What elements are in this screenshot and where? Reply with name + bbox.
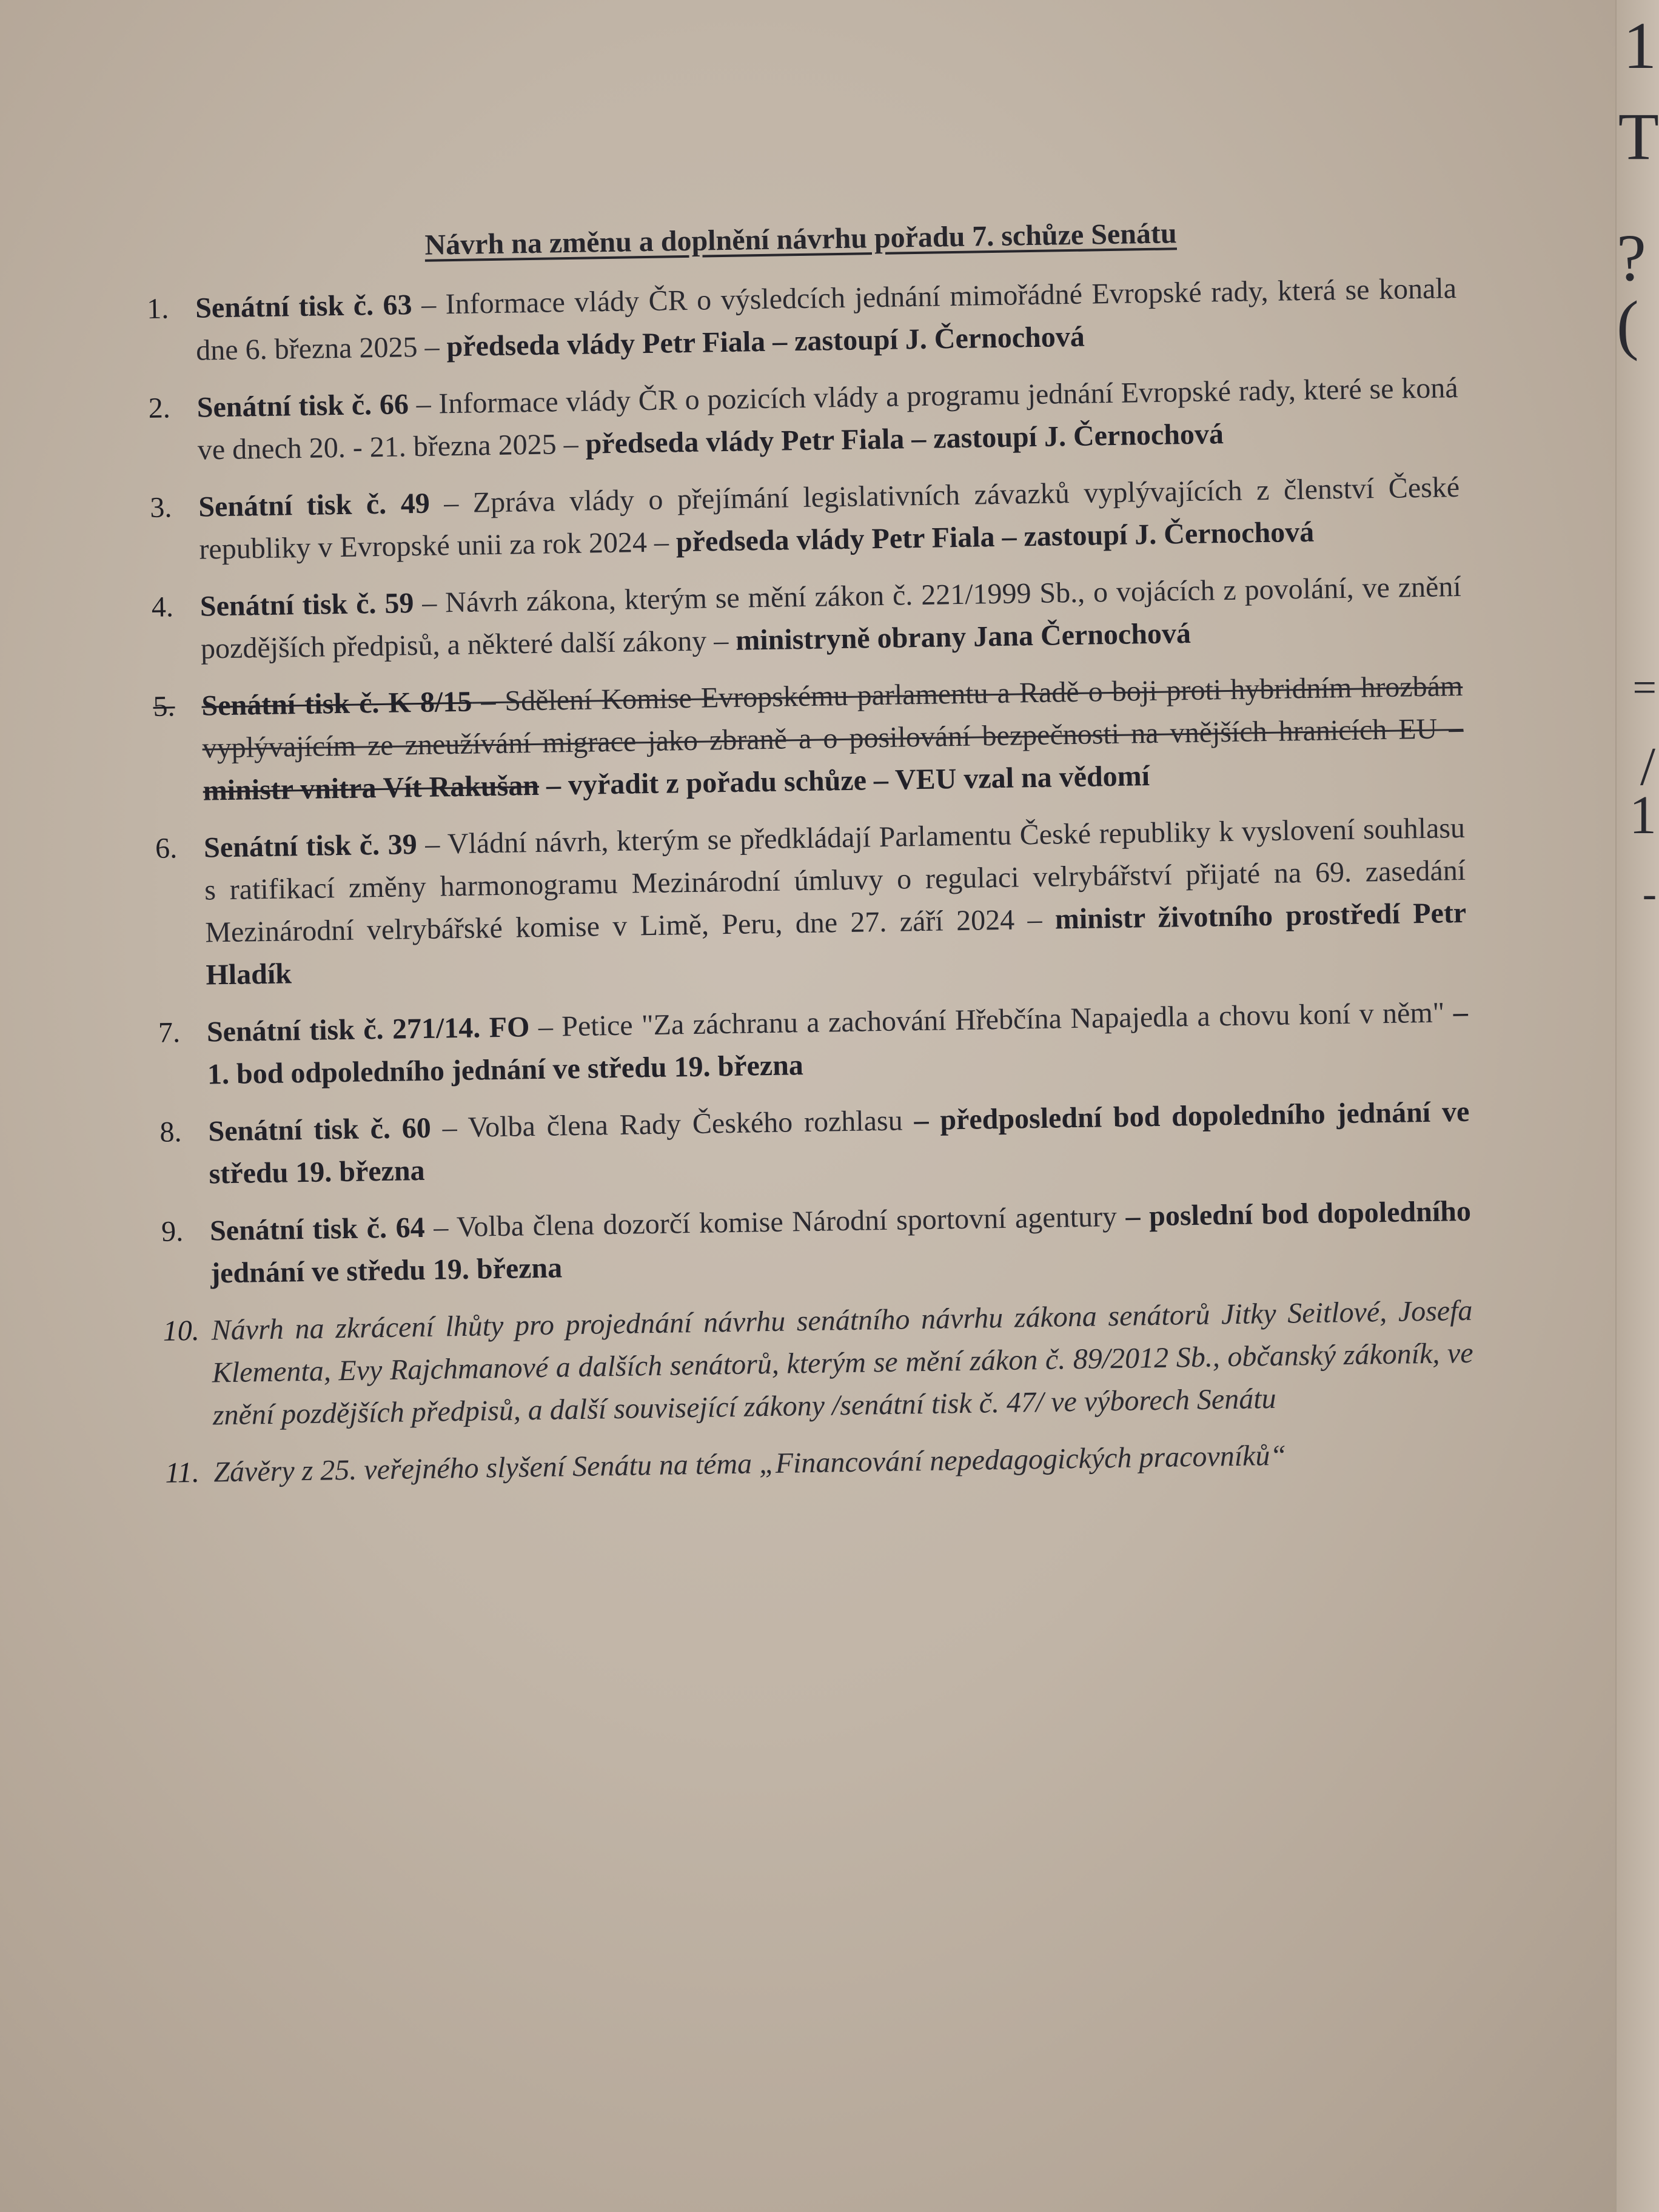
item-number: 11. (164, 1456, 200, 1489)
item-description: – Sdělení Komise Evropskému parlamentu a Radě o boji proti hybridním hrozbám vyplývajícím ze zneužívání migrace jako zbraně a o posilování bezpečnosti na vnějších hranicích EU – (202, 669, 1464, 765)
item-number: 6. (155, 832, 178, 865)
item-print-ref: Senátní tisk č. 66 (196, 388, 409, 424)
item-schedule: – poslední bod dopoledního jednání ve středu 19. března (210, 1195, 1472, 1290)
item-description: – Zpráva vlády o přejímání legislativních závazků vyplývajících z členství České republiky v Evropské unii za rok 2024 – (199, 471, 1460, 566)
item-number: 4. (151, 591, 174, 623)
item-print-ref: Senátní tisk č. 59 (199, 587, 414, 623)
item-description: – Informace vlády ČR o pozicích vlády a programu jednání Evropské rady, které se koná ve dnech 20. - 21. března 2025 – (197, 372, 1458, 466)
item-number: 8. (159, 1116, 182, 1148)
document-title: Návrh na změnu a doplnění návrhu pořadu 7. schůze Senátu (424, 217, 1178, 261)
item-presenter: předseda vlády Petr Fiala – zastoupí J. Černochová (675, 515, 1315, 558)
agenda-item-9 (161, 1190, 1472, 1296)
item-print-ref: Senátní tisk č. 63 (195, 289, 412, 324)
agenda-item-10 (163, 1290, 1474, 1438)
item-description: – Návrh zákona, kterým se mění zákon č. 221/1999 Sb., o vojácích z povolání, ve znění pozdějších předpisů, a některé další zákony – (200, 570, 1462, 665)
agenda-item-4 (151, 566, 1462, 671)
item-removal-note: – vyřadit z pořadu schůze – VEU vzal na vědomí (538, 760, 1150, 802)
item-number: 1. (146, 292, 169, 325)
item-print-ref: Senátní tisk č. 49 (198, 487, 431, 523)
agenda-item-6 (155, 807, 1467, 997)
item-schedule: – 1. bod odpoledního jednání ve středu 19. března (207, 996, 1469, 1091)
item-number: 9. (161, 1215, 184, 1248)
agenda-item-7 (158, 991, 1469, 1097)
agenda-item-11 (165, 1432, 1475, 1495)
item-number: 3. (149, 491, 172, 524)
agenda-item-8 (159, 1091, 1470, 1196)
item-number: 5. (153, 690, 175, 723)
item-print-ref: Senátní tisk č. K 8/15 (201, 685, 472, 722)
item-description: Návrh na zkrácení lhůty pro projednání návrhu senátního návrhu zákona senátorů Jitky Seitlové, Josefa Klementa, Evy Rajchmanové a dalších senátorů, kterým se mění zákon č. 89/2012 Sb., občanský zákoník, ve znění pozdějších předpisů, a další související zákony /senátní tisk č. 47/ ve výborech Senátu (211, 1294, 1473, 1432)
item-number: 7. (158, 1016, 181, 1049)
item-print-ref: Senátní tisk č. 64 (209, 1211, 426, 1247)
item-print-ref: Senátní tisk č. 60 (208, 1111, 432, 1148)
item-description: – Petice "Za záchranu a zachování Hřebčína Napajedla a chovu koní v něm" (529, 996, 1454, 1044)
agenda-list (147, 267, 1475, 1495)
item-print-ref: Senátní tisk č. 39 (203, 828, 418, 864)
item-presenter: ministryně obrany Jana Černochová (735, 617, 1191, 657)
item-print-ref: Senátní tisk č. 271/14. FO (206, 1011, 530, 1048)
item-schedule: – předposlední bod dopoledního jednání ve středu 19. března (209, 1095, 1470, 1190)
agenda-item-2 (148, 367, 1459, 472)
adjacent-page-handwriting: 1 T ?( = / 1 - (1617, 8, 1659, 917)
item-presenter: předseda vlády Petr Fiala – zastoupí J. Černochová (585, 418, 1224, 460)
item-presenter: ministr životního prostředí Petr Hladík (206, 896, 1467, 991)
item-description: Závěry z 25. veřejného slyšení Senátu na téma „Financování nepedagogických pracovníků“ (213, 1439, 1287, 1489)
item-presenter: předseda vlády Petr Fiala – zastoupí J. Černochová (446, 320, 1085, 363)
item-description: – Informace vlády ČR o výsledcích jednání mimořádné Evropské rady, která se konala dne 6. března 2025 – (195, 272, 1457, 367)
item-description: – Vládní návrh, kterým se předkládají Parlamentu České republiky k vyslovení souhlasu s ratifikací změny harmonogramu Mezinárodní úmluvy o regulaci velrybářství přijaté na 69. zasedání Mezinárodní velrybářské komise v Limě, Peru, dne 27. září 2024 – (204, 811, 1466, 949)
item-description: – Volba člena Rady Českého rozhlasu (431, 1104, 914, 1144)
item-description: – Volba člena dozorčí komise Národní sportovní agentury (424, 1200, 1126, 1244)
agenda-item-3 (150, 466, 1461, 572)
item-number: 10. (163, 1314, 200, 1347)
item-presenter: ministr vnitra Vít Rakušan (203, 769, 540, 807)
item-number: 2. (148, 392, 171, 424)
agenda-item-5-struck (153, 665, 1464, 813)
agenda-item-1 (147, 267, 1458, 373)
document-body (146, 208, 1475, 1509)
